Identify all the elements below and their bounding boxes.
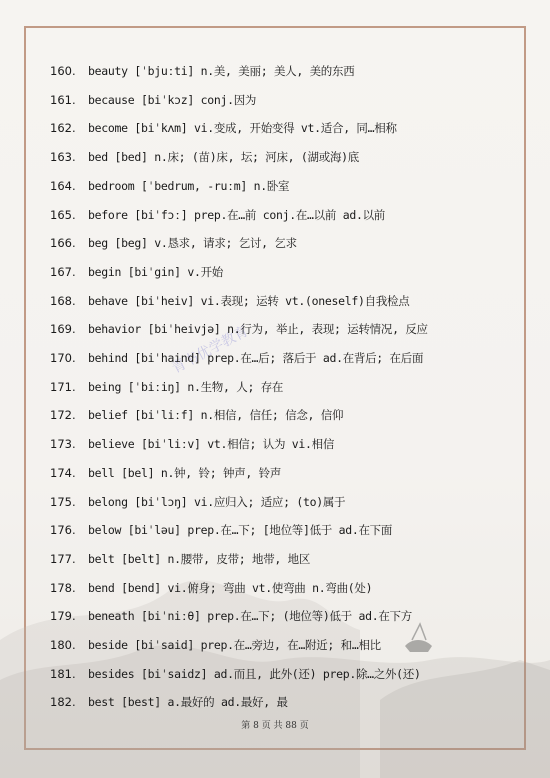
entry-text: believe [biˈliːv] vt.相信; 认为 vi.相信 <box>88 437 335 452</box>
vocab-entry <box>50 692 520 712</box>
entry-text: beneath [biˈniːθ] prep.在…下; (地位等)低于 ad.在下方 <box>88 609 412 624</box>
entry-number: 172. <box>50 408 76 423</box>
entry-number: 182. <box>50 695 76 710</box>
vocab-entry <box>50 319 520 339</box>
vocab-entry <box>50 90 520 110</box>
entry-number: 174. <box>50 465 76 480</box>
entry-number: 177. <box>50 551 76 566</box>
entry-text: being [ˈbiːiŋ] n.生物, 人; 存在 <box>88 379 284 394</box>
vocab-entry <box>50 233 520 253</box>
vocab-entry <box>50 520 520 540</box>
entry-number: 167. <box>50 264 76 279</box>
entry-text: before [biˈfɔː] prep.在…前 conj.在…以前 ad.以前 <box>88 207 385 222</box>
entry-text: begin [biˈgin] v.开始 <box>88 264 224 279</box>
entry-number: 181. <box>50 666 76 681</box>
vocab-entry <box>50 348 520 368</box>
entry-number: 168. <box>50 293 76 308</box>
vocab-entry <box>50 578 520 598</box>
entry-text: besides [biˈsaidz] ad.而且, 此外(还) prep.除…之外(还) <box>88 666 421 681</box>
entry-number: 165. <box>50 207 76 222</box>
entry-text: bend [bend] vi.俯身; 弯曲 vt.使弯曲 n.弯曲(处) <box>88 580 373 595</box>
entry-text: behave [biˈheiv] vi.表现; 运转 vt.(oneself)自我检点 <box>88 293 410 308</box>
watermark-text: 青书优学教育 <box>169 323 252 377</box>
entry-text: bedroom [ˈbedrum, -ruːm] n.卧室 <box>88 178 290 193</box>
vocab-entry <box>50 147 520 167</box>
entry-number: 170. <box>50 351 76 365</box>
entry-number: 178. <box>50 580 76 595</box>
vocab-entry <box>50 291 520 311</box>
vocab-entry <box>50 492 520 512</box>
entry-text: become [biˈkʌm] vi.变成, 开始变得 vt.适合, 同…相称 <box>88 121 397 136</box>
entry-text: bed [bed] n.床; (苗)床, 坛; 河床, (湖或海)底 <box>88 150 359 165</box>
entry-text: behavior [biˈheivjə] n.行为, 举止, 表现; 运转情况, 反应 <box>88 322 428 337</box>
vocab-entry <box>50 664 520 684</box>
entry-text: belong [biˈlɔŋ] vi.应归入; 适应; (to)属于 <box>88 494 346 509</box>
vocab-entry <box>50 635 520 655</box>
entry-number: 163. <box>50 150 76 165</box>
entry-text: behind [biˈhaind] prep.在…后; 落后于 ad.在背后; 在后面 <box>88 351 424 365</box>
entry-number: 175. <box>50 494 76 509</box>
vocab-entry <box>50 405 520 425</box>
vocab-entry <box>50 463 520 483</box>
vocab-entry <box>50 549 520 569</box>
entry-text: because [biˈkɔz] conj.因为 <box>88 92 257 107</box>
entry-number: 164. <box>50 178 76 193</box>
entry-number: 166. <box>50 236 76 251</box>
vocab-entry <box>50 205 520 225</box>
entry-number: 179. <box>50 609 76 624</box>
entry-text: beg [beg] v.恳求, 请求; 乞讨, 乞求 <box>88 236 297 251</box>
vocab-entry <box>50 176 520 196</box>
entry-number: 176. <box>50 523 76 538</box>
entry-text: bell [bel] n.钟, 铃; 钟声, 铃声 <box>88 465 282 480</box>
entry-number: 171. <box>50 379 76 394</box>
entry-number: 180. <box>50 638 76 652</box>
entry-text: below [biˈləu] prep.在…下; [地位等]低于 ad.在下面 <box>88 523 393 538</box>
entry-text: best [best] a.最好的 ad.最好, 最 <box>88 695 288 710</box>
entry-number: 173. <box>50 437 76 452</box>
vocab-entry <box>50 262 520 282</box>
page-footer: 第 8 页 共 88 页 <box>241 721 309 731</box>
vocab-entry <box>50 377 520 397</box>
entry-text: beside [biˈsaid] prep.在…旁边, 在…附近; 和…相比 <box>88 638 381 652</box>
vocab-entry <box>50 434 520 454</box>
entry-text: beauty [ˈbjuːti] n.美, 美丽; 美人, 美的东西 <box>88 64 355 78</box>
entry-number: 162. <box>50 121 76 136</box>
entry-text: belt [belt] n.腰带, 皮带; 地带, 地区 <box>88 551 311 566</box>
entry-number: 161. <box>50 92 76 107</box>
entry-number: 160. <box>50 64 76 78</box>
entry-number: 169. <box>50 322 76 337</box>
vocab-entry <box>50 118 520 138</box>
vocab-entry <box>50 606 520 626</box>
vocab-entry <box>50 61 520 81</box>
entry-text: belief [biˈliːf] n.相信, 信任; 信念, 信仰 <box>88 408 344 423</box>
